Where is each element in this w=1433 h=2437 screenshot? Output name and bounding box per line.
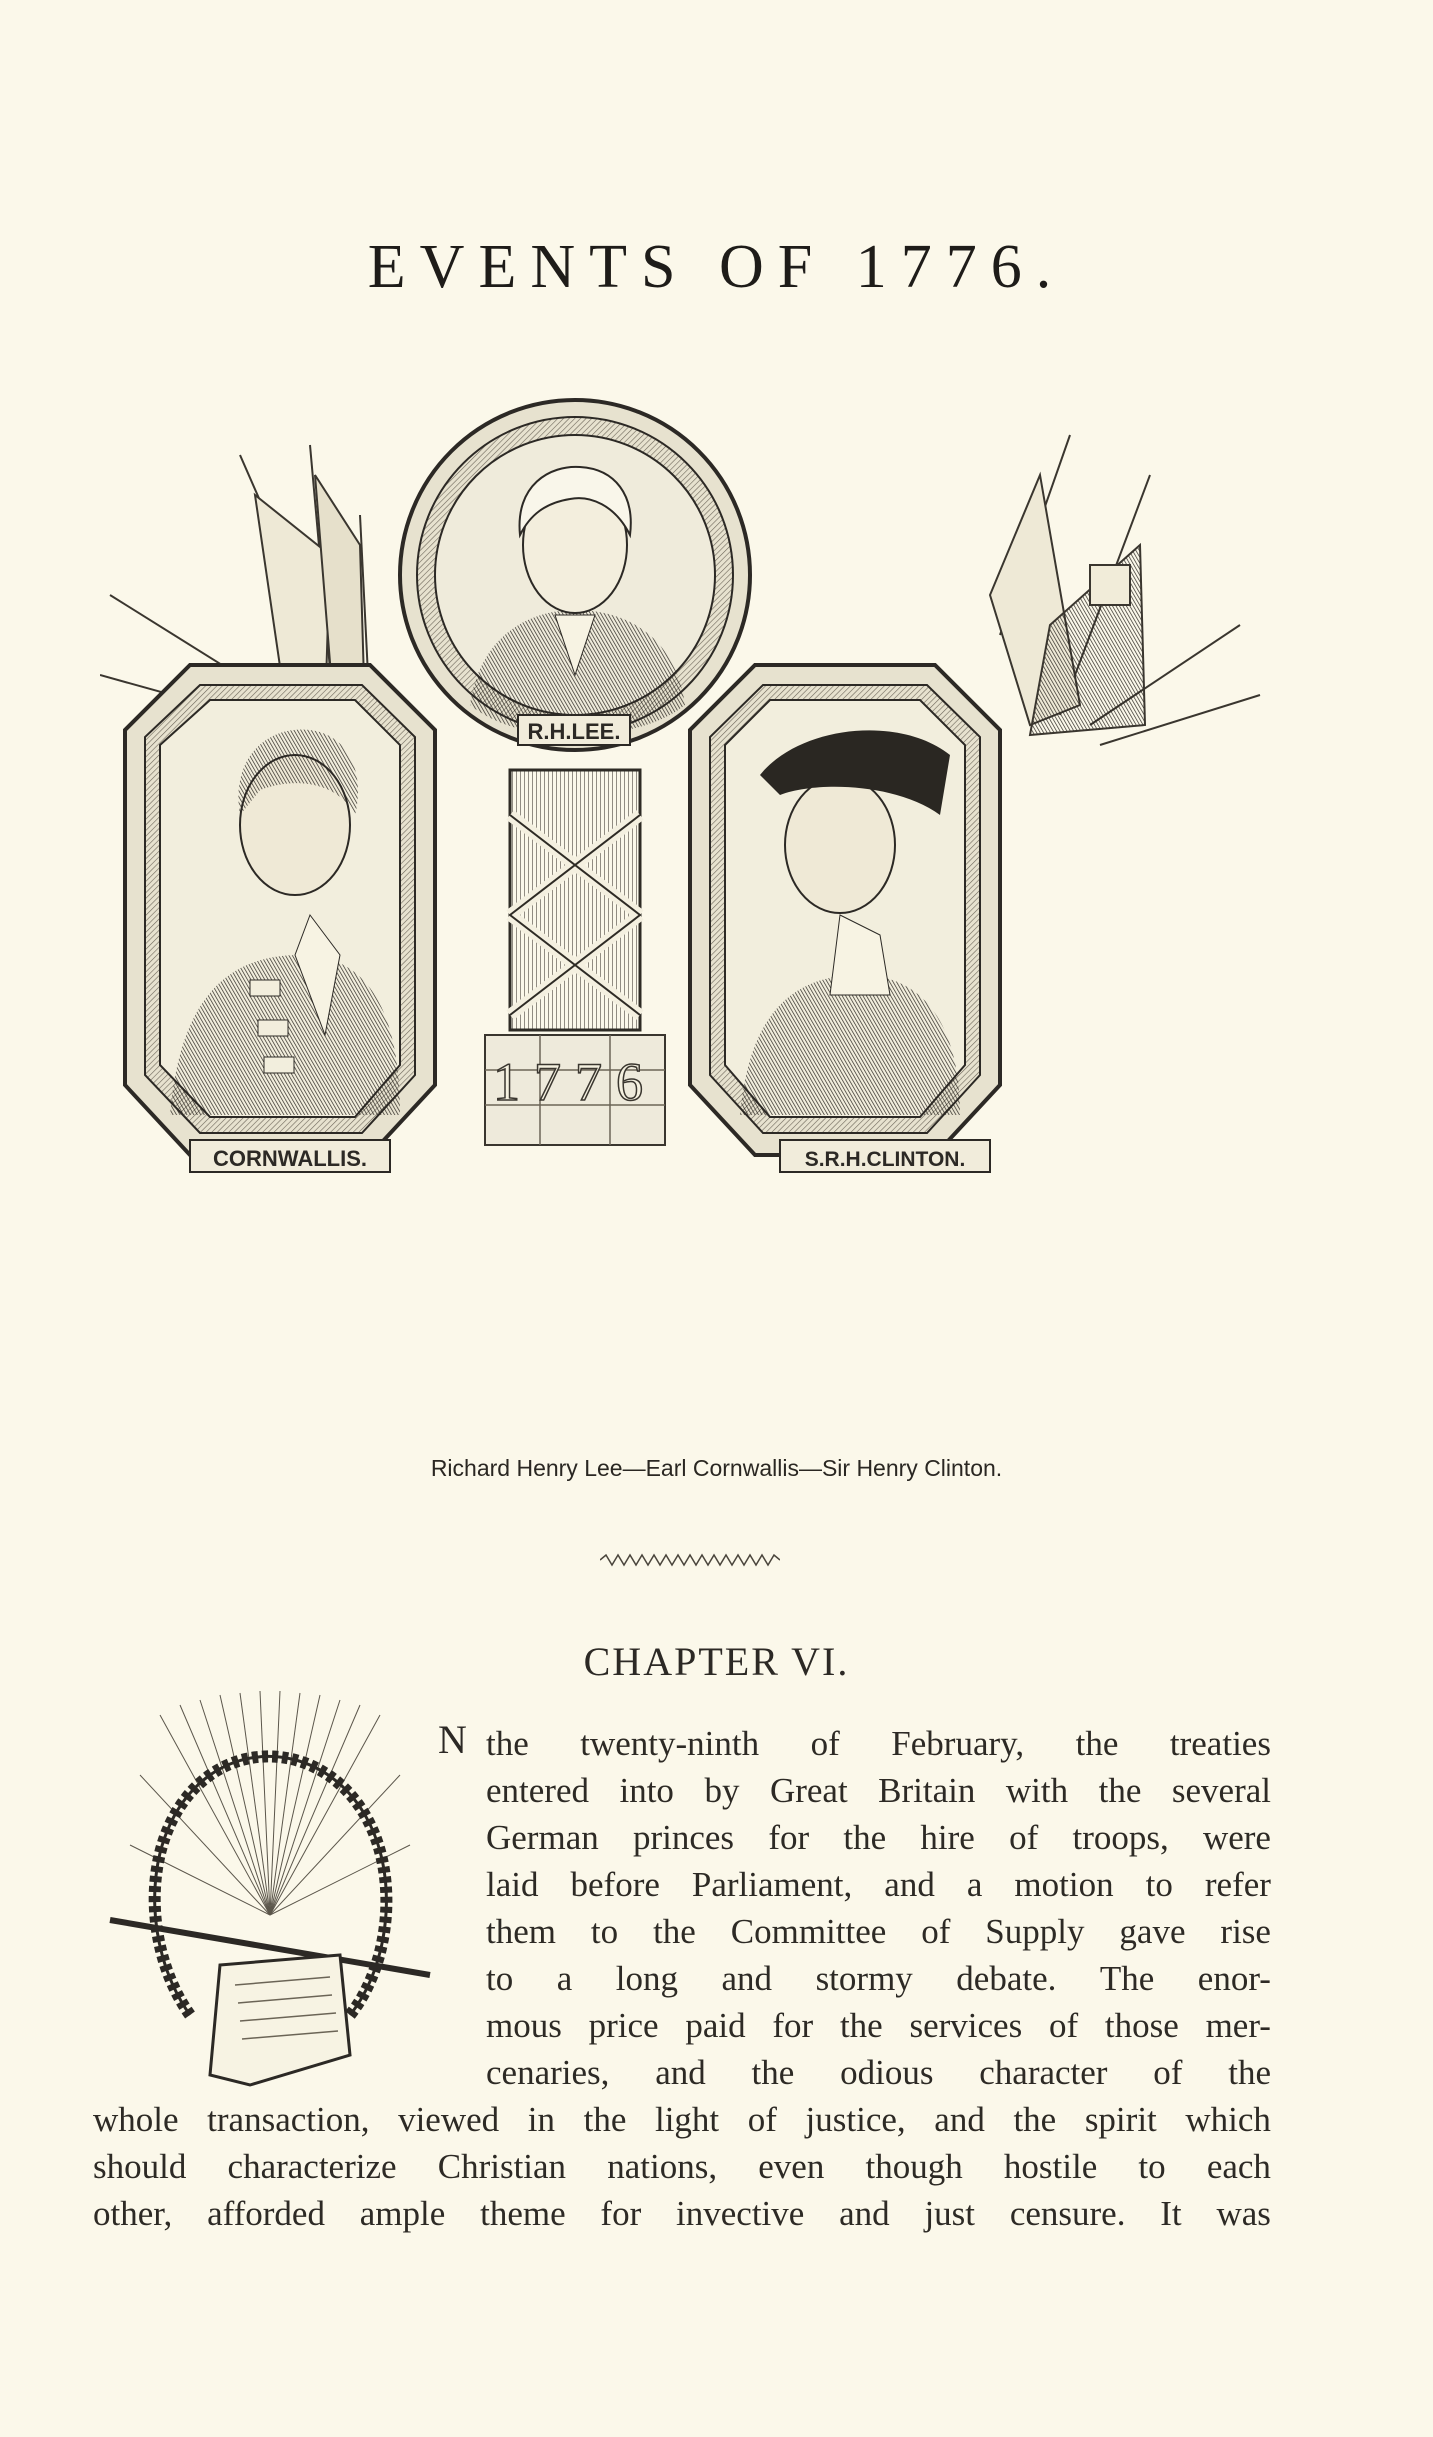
- body-line-5: them to the Committee of Supply gave rise: [486, 1912, 1271, 1951]
- body-line-10: should characterize Christian nations, even though hostile to each: [93, 2147, 1271, 2186]
- body-line-2: entered into by Great Britain with the several: [486, 1771, 1271, 1810]
- svg-text:S.R.H.CLINTON.: S.R.H.CLINTON.: [804, 1148, 966, 1171]
- body-line-3: German princes for the hire of troops, were: [486, 1818, 1271, 1857]
- body-line-8: cenaries, and the odious character of the: [486, 2053, 1271, 2092]
- vignette-wreath-illustration: [100, 1685, 440, 2105]
- engraving-portraits: [100, 395, 1270, 1425]
- portrait-lee: [400, 400, 750, 750]
- chapter-heading: CHAPTER VI.: [583, 1639, 850, 1684]
- figure-caption: Richard Henry Lee—Earl Cornwallis—Sir Henry Clinton.: [430, 1455, 1003, 1481]
- page-title: EVENTS OF 1776.: [367, 233, 1066, 301]
- drop-cap: N: [438, 1717, 467, 1762]
- body-line-11: other, afforded ample theme for invective and just censure. It was: [93, 2194, 1271, 2233]
- body-line-1: the twenty-ninth of February, the treaties: [486, 1724, 1271, 1763]
- flags-right: [990, 435, 1260, 745]
- svg-text:1776: 1776: [493, 1052, 657, 1112]
- body-line-9: whole transaction, viewed in the light of justice, and the spirit which: [93, 2100, 1271, 2139]
- portrait-cornwallis: [125, 665, 435, 1172]
- portrait-clinton: [690, 665, 1000, 1172]
- svg-text:R.H.LEE.: R.H.LEE.: [527, 719, 621, 744]
- body-line-7: mous price paid for the services of those mer-: [486, 2006, 1271, 2045]
- svg-text:CORNWALLIS.: CORNWALLIS.: [213, 1146, 367, 1171]
- ornament-divider: [600, 1553, 780, 1567]
- body-line-6: to a long and stormy debate. The enor-: [486, 1959, 1271, 1998]
- body-line-4: laid before Parliament, and a motion to refer: [486, 1865, 1271, 1904]
- fasces-pillar: [485, 770, 665, 1145]
